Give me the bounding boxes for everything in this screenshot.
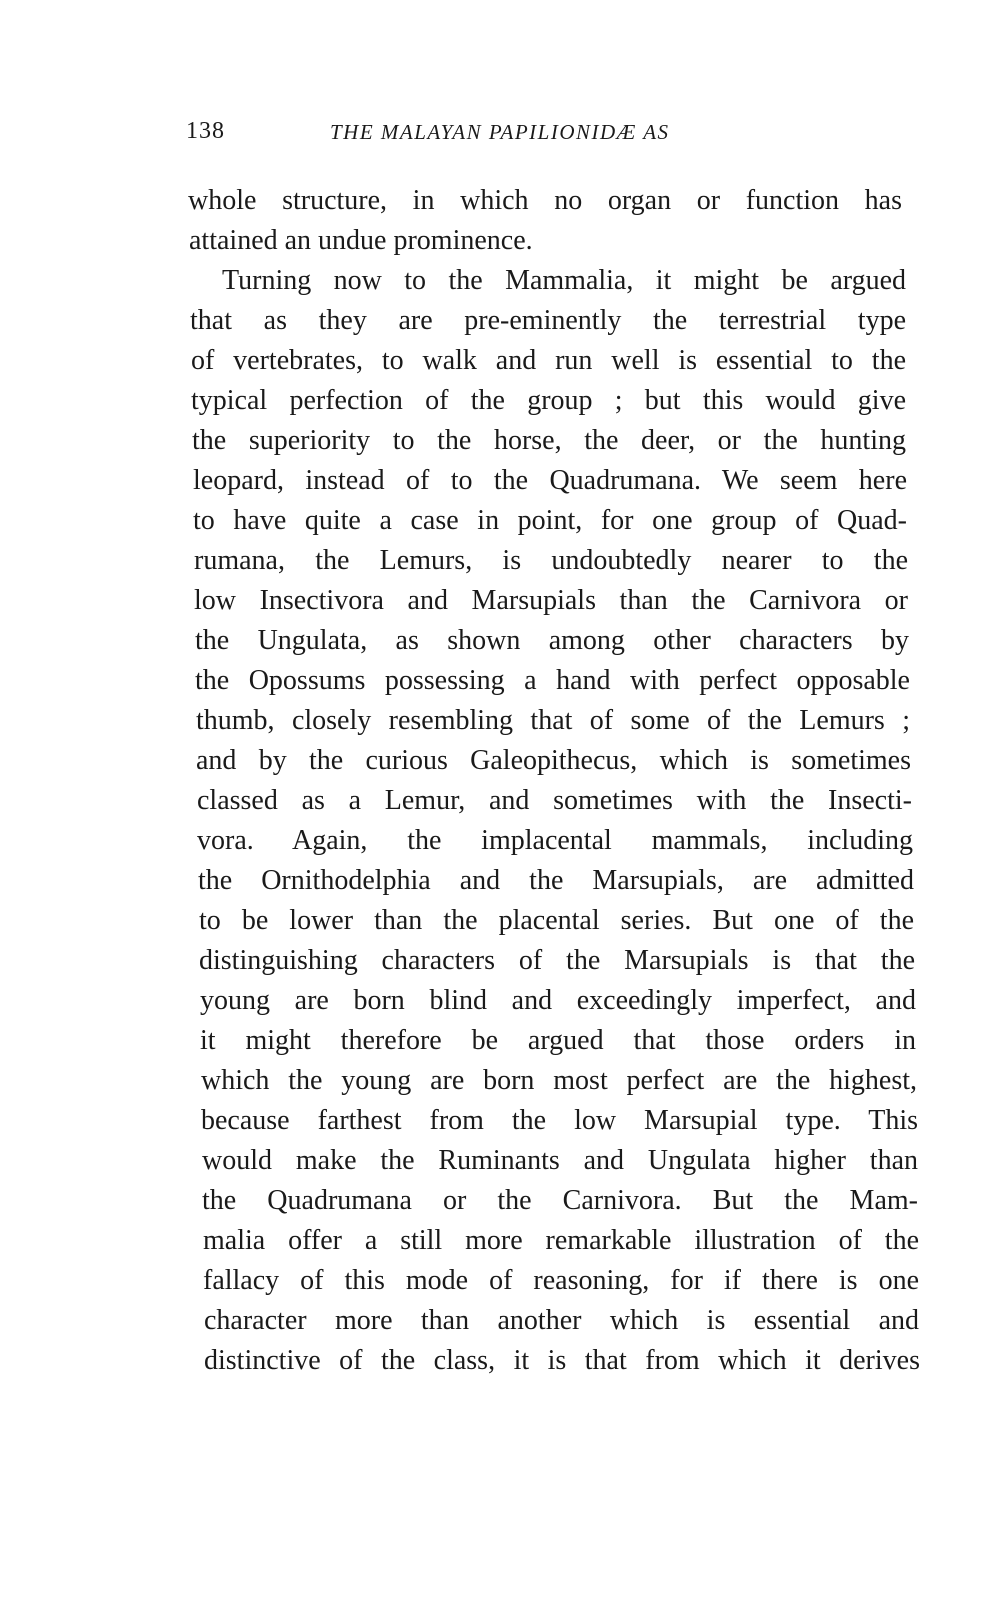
text-line: the Opossums possessing a hand with perfect opposable bbox=[195, 665, 910, 696]
text-line: character more than another which is essential and bbox=[204, 1305, 919, 1336]
text-line: vora. Again, the implacental mammals, including bbox=[197, 825, 913, 856]
running-head bbox=[186, 118, 916, 158]
text-line: would make the Ruminants and Ungulata higher than bbox=[202, 1145, 918, 1176]
text-line: the Ungulata, as shown among other characters by bbox=[195, 625, 909, 656]
text-line: distinctive of the class, it is that from which it derives bbox=[204, 1345, 920, 1376]
text-line: and by the curious Galeopithecus, which is sometimes bbox=[196, 745, 911, 776]
text-line: low Insectivora and Marsupials than the Carnivora or bbox=[194, 585, 908, 616]
text-line: whole structure, in which no organ or function has bbox=[188, 185, 902, 216]
text-line: to have quite a case in point, for one group of Quad- bbox=[193, 505, 907, 536]
text-line: fallacy of this mode of reasoning, for if there is one bbox=[203, 1265, 919, 1296]
text-line: typical perfection of the group ; but this would give bbox=[191, 385, 906, 416]
text-line: that as they are pre-eminently the terrestrial type bbox=[190, 305, 906, 336]
text-line: rumana, the Lemurs, is undoubtedly nearer to the bbox=[194, 545, 908, 576]
text-line: leopard, instead of to the Quadrumana. We seem here bbox=[193, 465, 907, 496]
page-number: 138 bbox=[186, 118, 225, 144]
text-line: malia offer a still more remarkable illustration of the bbox=[203, 1225, 919, 1256]
text-line: distinguishing characters of the Marsupials is that the bbox=[199, 945, 915, 976]
text-line: it might therefore be argued that those orders in bbox=[200, 1025, 916, 1056]
text-line: Turning now to the Mammalia, it might be argued bbox=[222, 265, 906, 296]
text-line: the Quadrumana or the Carnivora. But the Mam- bbox=[202, 1185, 918, 1216]
text-line: attained an undue prominence. bbox=[189, 225, 533, 256]
text-line: thumb, closely resembling that of some of the Lemurs ; bbox=[196, 705, 910, 736]
text-line: because farthest from the low Marsupial type. This bbox=[201, 1105, 918, 1136]
running-title: THE MALAYAN PAPILIONIDÆ AS bbox=[330, 120, 670, 144]
text-line: of vertebrates, to walk and run well is essential to the bbox=[191, 345, 906, 376]
text-line: which the young are born most perfect are the highest, bbox=[201, 1065, 917, 1096]
text-line: to be lower than the placental series. But one of the bbox=[199, 905, 914, 936]
text-line: classed as a Lemur, and sometimes with the Insecti- bbox=[197, 785, 912, 816]
text-line: young are born blind and exceedingly imperfect, and bbox=[200, 985, 916, 1016]
text-line: the superiority to the horse, the deer, or the hunting bbox=[192, 425, 906, 456]
text-line: the Ornithodelphia and the Marsupials, are admitted bbox=[198, 865, 914, 896]
